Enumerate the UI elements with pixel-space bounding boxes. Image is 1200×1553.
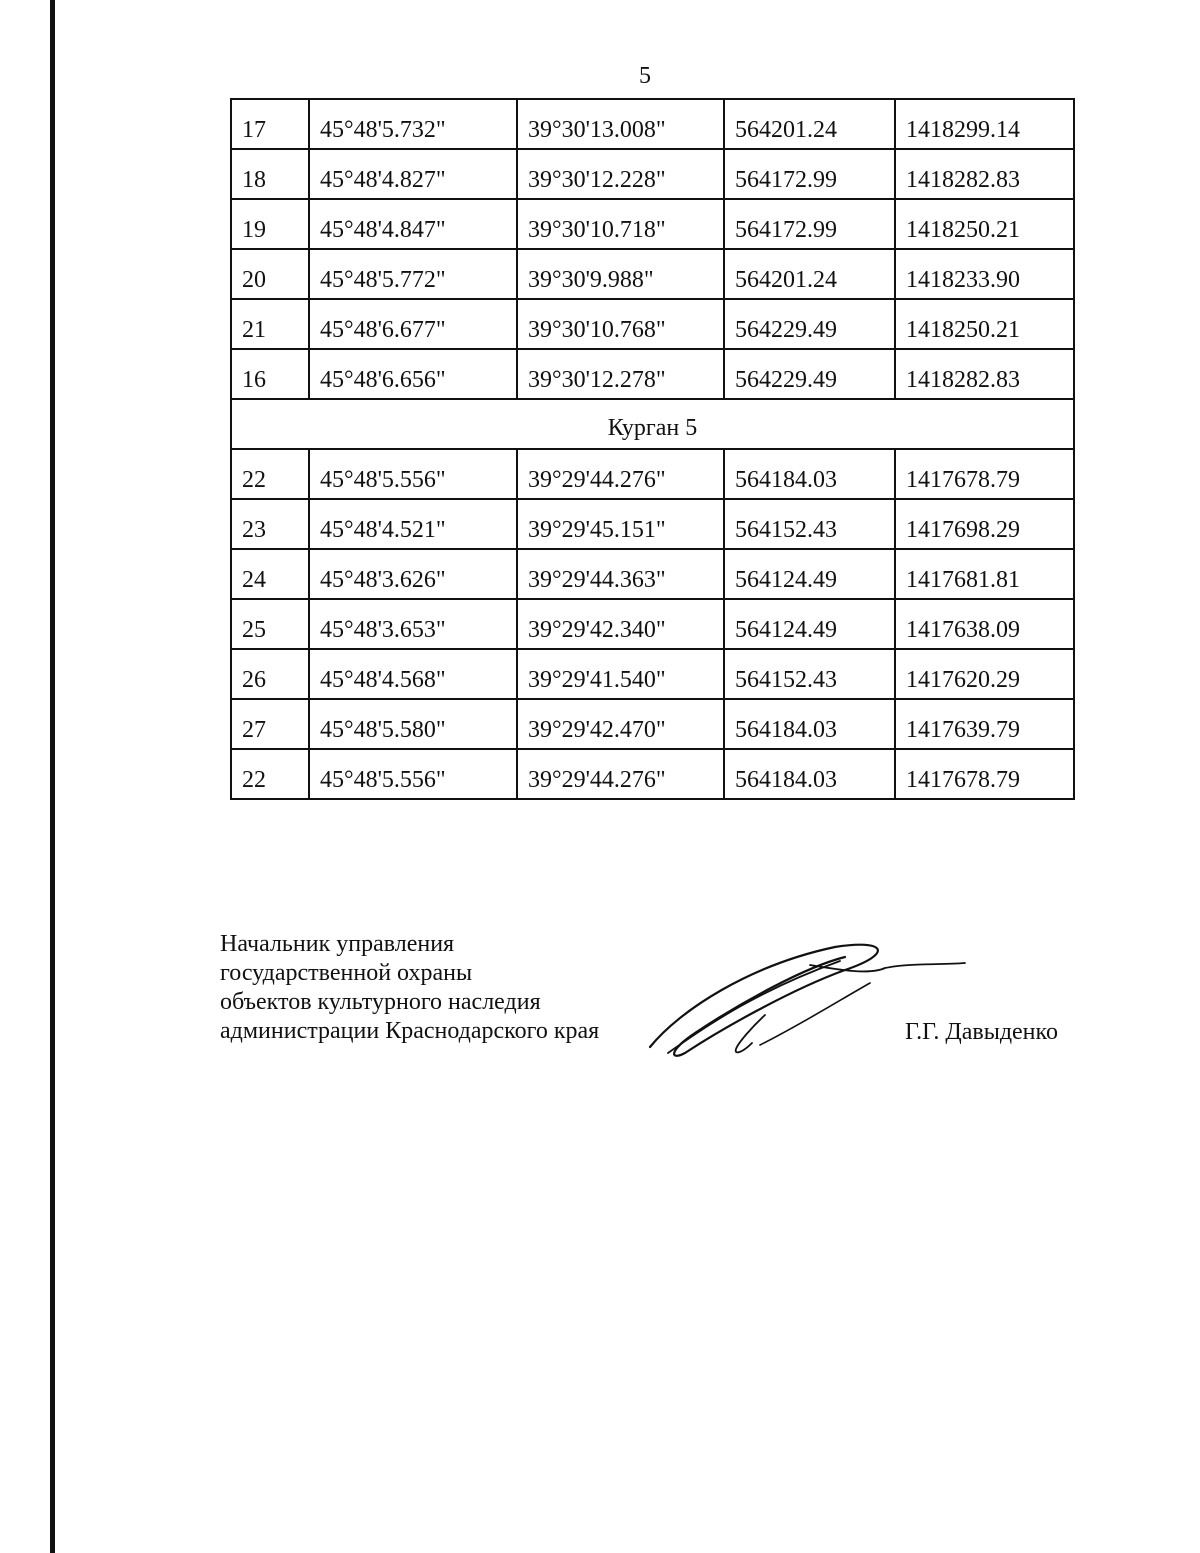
- table-cell: 564184.03: [724, 699, 895, 749]
- table-row: [231, 99, 1074, 149]
- table-cell: 21: [231, 299, 309, 349]
- table-cell: 564184.03: [724, 449, 895, 499]
- table-cell: 45°48'5.580": [309, 699, 517, 749]
- table-cell: 20: [231, 249, 309, 299]
- table-cell: 45°48'5.556": [309, 449, 517, 499]
- table-row: [231, 149, 1074, 199]
- table-cell: 45°48'6.677": [309, 299, 517, 349]
- table-cell: 45°48'3.626": [309, 549, 517, 599]
- table-cell: 39°29'42.340": [517, 599, 724, 649]
- table-cell: 45°48'4.827": [309, 149, 517, 199]
- table-cell: 1417678.79: [895, 749, 1074, 799]
- table-cell: 23: [231, 499, 309, 549]
- table-row: [231, 449, 1074, 499]
- table-cell: 39°29'42.470": [517, 699, 724, 749]
- table-cell: 564201.24: [724, 249, 895, 299]
- signer-title-line: Начальник управления: [220, 931, 455, 957]
- table-cell: 564229.49: [724, 349, 895, 399]
- table-cell: 39°30'9.988": [517, 249, 724, 299]
- table-row: [231, 299, 1074, 349]
- table-row: [231, 699, 1074, 749]
- table-cell: 1417678.79: [895, 449, 1074, 499]
- table-cell: 1418282.83: [895, 149, 1074, 199]
- coordinates-table: [230, 98, 1075, 800]
- table-cell: 25: [231, 599, 309, 649]
- table-cell: 1417681.81: [895, 549, 1074, 599]
- table-cell: 45°48'4.521": [309, 499, 517, 549]
- table-cell: 45°48'5.772": [309, 249, 517, 299]
- table-cell: 1418299.14: [895, 99, 1074, 149]
- signer-name: Г.Г. Давыденко: [905, 1019, 1058, 1045]
- page-number: 5: [639, 63, 651, 89]
- table-row: [231, 499, 1074, 549]
- signer-title-line: объектов культурного наследия: [220, 989, 541, 1015]
- section-heading: Курган 5: [231, 399, 1074, 449]
- table-cell: 39°29'44.276": [517, 449, 724, 499]
- signer-title-line: государственной охраны: [220, 960, 473, 986]
- table-cell: 39°29'44.363": [517, 549, 724, 599]
- table-cell: 39°30'12.278": [517, 349, 724, 399]
- table-cell: 1418233.90: [895, 249, 1074, 299]
- table-cell: 26: [231, 649, 309, 699]
- table-cell: 1417638.09: [895, 599, 1074, 649]
- table-cell: 22: [231, 449, 309, 499]
- table-cell: 1418250.21: [895, 299, 1074, 349]
- table-cell: 564229.49: [724, 299, 895, 349]
- table-cell: 24: [231, 549, 309, 599]
- table-cell: 16: [231, 349, 309, 399]
- table-cell: 564124.49: [724, 599, 895, 649]
- table-cell: 1418250.21: [895, 199, 1074, 249]
- table-cell: 1417620.29: [895, 649, 1074, 699]
- table-cell: 39°29'45.151": [517, 499, 724, 549]
- table-cell: 45°48'3.653": [309, 599, 517, 649]
- table-cell: 39°30'12.228": [517, 149, 724, 199]
- table-cell: 564152.43: [724, 499, 895, 549]
- table-cell: 27: [231, 699, 309, 749]
- table-cell: 17: [231, 99, 309, 149]
- table-cell: 39°30'10.768": [517, 299, 724, 349]
- section-heading-row: [231, 399, 1074, 449]
- table-cell: 18: [231, 149, 309, 199]
- table-row: [231, 649, 1074, 699]
- table-cell: 39°30'10.718": [517, 199, 724, 249]
- table-row: [231, 599, 1074, 649]
- table-cell: 1417639.79: [895, 699, 1074, 749]
- table-cell: 45°48'6.656": [309, 349, 517, 399]
- table-cell: 564152.43: [724, 649, 895, 699]
- table-row: [231, 749, 1074, 799]
- table-cell: 39°30'13.008": [517, 99, 724, 149]
- table-cell: 564172.99: [724, 149, 895, 199]
- table-cell: 564201.24: [724, 99, 895, 149]
- table-row: [231, 549, 1074, 599]
- table-cell: 45°48'4.568": [309, 649, 517, 699]
- table-row: [231, 349, 1074, 399]
- table-cell: 45°48'4.847": [309, 199, 517, 249]
- table-cell: 19: [231, 199, 309, 249]
- coordinates-table-body: [231, 99, 1074, 799]
- table-cell: 1418282.83: [895, 349, 1074, 399]
- table-cell: 564124.49: [724, 549, 895, 599]
- table-cell: 1417698.29: [895, 499, 1074, 549]
- table-cell: 564184.03: [724, 749, 895, 799]
- page-edge-line: [50, 0, 55, 1553]
- table-row: [231, 199, 1074, 249]
- table-cell: 45°48'5.556": [309, 749, 517, 799]
- table-cell: 39°29'44.276": [517, 749, 724, 799]
- signer-title-line: администрации Краснодарского края: [220, 1018, 600, 1044]
- table-row: [231, 249, 1074, 299]
- table-cell: 39°29'41.540": [517, 649, 724, 699]
- signature-block: [220, 930, 599, 1046]
- table-cell: 22: [231, 749, 309, 799]
- table-cell: 564172.99: [724, 199, 895, 249]
- table-cell: 45°48'5.732": [309, 99, 517, 149]
